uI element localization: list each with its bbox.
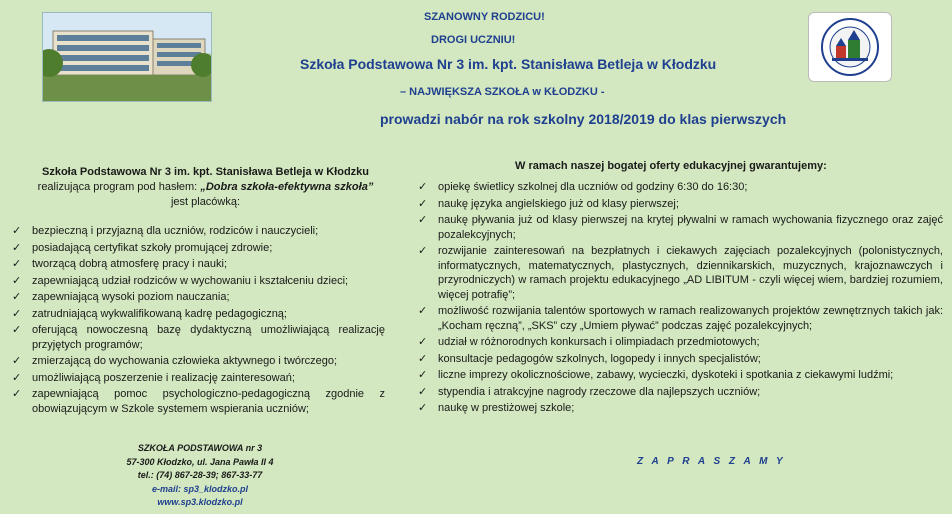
enrollment-announcement: prowadzi nabór na rok szkolny 2018/2019 do klas pierwszych (380, 111, 787, 127)
intro-motto-line (14, 180, 397, 195)
checkmark-icon: ✓ (12, 225, 22, 237)
school-tagline: – NAJWIĘKSZA SZKOŁA w KŁODZKU - (400, 86, 605, 98)
school-qualities-list (10, 224, 385, 418)
offer-list (416, 180, 943, 418)
list-item: ✓ naukę w prestiżowej szkole; (418, 402, 575, 414)
checkmark-icon: ✓ (418, 402, 428, 414)
checkmark-icon: ✓ (418, 369, 428, 381)
school-building-image (43, 13, 211, 101)
list-item: ✓ rozwijanie zainteresowań na bezpłatnych i ciekawych zajęciach pozalekcyjnych (polonistycznych, informatycznych, matematycznych, plastycznych, dziennikarskich, muzycznych, krajoznawczych i przyrodniczych) w ramach projektu edukacyjnego „AD LIBITUM - czyli więcej wiem, bardziej rozumiem, więcej potrafię”; (418, 245, 943, 301)
checkmark-icon: ✓ (12, 307, 22, 320)
checkmark-icon: ✓ (12, 274, 22, 287)
checkmark-icon: ✓ (12, 258, 22, 270)
checkmark-icon: ✓ (418, 245, 428, 257)
checkmark-icon: ✓ (418, 305, 428, 317)
contact-website-link[interactable]: www.sp3.klodzko.pl (157, 497, 243, 507)
list-item: ✓ naukę języka angielskiego już od klasy pierwszej; (418, 197, 679, 210)
list-item: ✓ zapewniającą udział rodziców w wychowaniu i kształceniu dzieci; (12, 274, 349, 287)
list-item: ✓ konsultacje pedagogów szkolnych, logopedy i innych specjalistów; (418, 352, 761, 365)
checkmark-icon: ✓ (418, 352, 428, 365)
checkmark-icon: ✓ (418, 336, 428, 348)
list-item: ✓ opiekę świetlicy szkolnej dla uczniów od godziny 6:30 do 16:30; (418, 181, 748, 193)
list-item: ✓ zapewniającą wysoki poziom nauczania; (12, 291, 230, 303)
checkmark-icon: ✓ (12, 388, 22, 400)
intro-school-name: Szkoła Podstawowa Nr 3 im. kpt. Stanisława Betleja w Kłodzku (41, 166, 370, 178)
list-item: ✓ bezpieczną i przyjazną dla uczniów, rodziców i nauczycieli; (12, 225, 319, 237)
list-item: ✓ naukę pływania już od klasy pierwszej na krytej pływalni w ramach wychowania fizycznego oraz zajęć pozalekcyjnych; (418, 214, 943, 241)
checkmark-icon: ✓ (12, 371, 22, 384)
list-item: ✓ oferującą nowoczesną bazę dydaktyczną umożliwiającą realizację przyjętych programów; (12, 324, 385, 351)
checkmark-icon: ✓ (418, 197, 428, 210)
list-item: ✓ możliwość rozwijania talentów sportowych w ramach realizowanych projektów zewnętrznych takich jak: „Kocham ręczną”, „SKS” czy „Umiem pływać” podczas zajęć pozalekcyjnych; (418, 305, 943, 332)
checkmark-icon: ✓ (418, 385, 428, 398)
checkmark-icon: ✓ (12, 355, 22, 367)
school-building-photo (42, 12, 212, 102)
contact-email-link[interactable]: e-mail: sp3_klodzko.pl (151, 483, 249, 494)
list-item: ✓ zmierzającą do wychowania człowieka aktywnego i twórczego; (12, 355, 338, 367)
left-intro (14, 165, 397, 210)
checkmark-icon: ✓ (12, 241, 22, 254)
school-logo (808, 12, 892, 82)
intro-motto: „Dobra szkoła-efektywna szkoła” (200, 181, 374, 193)
list-item: ✓ stypendia i atrakcyjne nagrody rzeczowe dla najlepszych uczniów; (418, 385, 761, 398)
list-item: ✓ tworzącą dobrą atmosferę pracy i nauki; (12, 258, 228, 270)
checkmark-icon: ✓ (418, 181, 428, 193)
list-item: ✓ zapewniającą pomoc psychologiczno-pedagogiczną zgodnie z obowiązującym w Szkole systemem wspierania uczniów; (12, 388, 385, 415)
checkmark-icon: ✓ (418, 214, 428, 226)
offer-title: W ramach naszej bogatej oferty edukacyjnej gwarantujemy: (515, 160, 827, 172)
list-item: ✓ zatrudniającą wykwalifikowaną kadrę pedagogiczną; (12, 307, 287, 320)
list-item: ✓ posiadającą certyfikat szkoły promującej zdrowie; (12, 241, 273, 254)
list-item: ✓ liczne imprezy okolicznościowe, zabawy, wycieczki, dyskoteki i spotkania z ciekawymi ludźmi; (418, 369, 894, 381)
intro-suffix: jest placówką: (170, 196, 241, 208)
greeting-parent: SZANOWNY RODZICU! (424, 11, 545, 23)
contact-phone: tel.: (74) 867-28-39; 867-33-77 (137, 470, 263, 480)
invitation-closing: Z A P R A S Z A M Y (637, 456, 786, 467)
contact-school-name: SZKOŁA PODSTAWOWA nr 3 (137, 443, 263, 453)
checkmark-icon: ✓ (12, 324, 22, 336)
contact-address: 57-300 Kłodzko, ul. Jana Pawła II 4 (126, 456, 274, 467)
list-item: ✓ umożliwiającą poszerzenie i realizację zainteresowań; (12, 371, 295, 384)
school-emblem-icon (814, 16, 886, 78)
contact-block (100, 442, 300, 510)
greeting-student: DROGI UCZNIU! (431, 34, 516, 46)
school-name-heading: Szkoła Podstawowa Nr 3 im. kpt. Stanisława Betleja w Kłodzku (300, 56, 717, 72)
list-item: ✓ udział w różnorodnych konkursach i olimpiadach przedmiotowych; (418, 336, 760, 348)
checkmark-icon: ✓ (12, 291, 22, 303)
intro-prefix: realizująca program pod hasłem: (37, 181, 198, 193)
